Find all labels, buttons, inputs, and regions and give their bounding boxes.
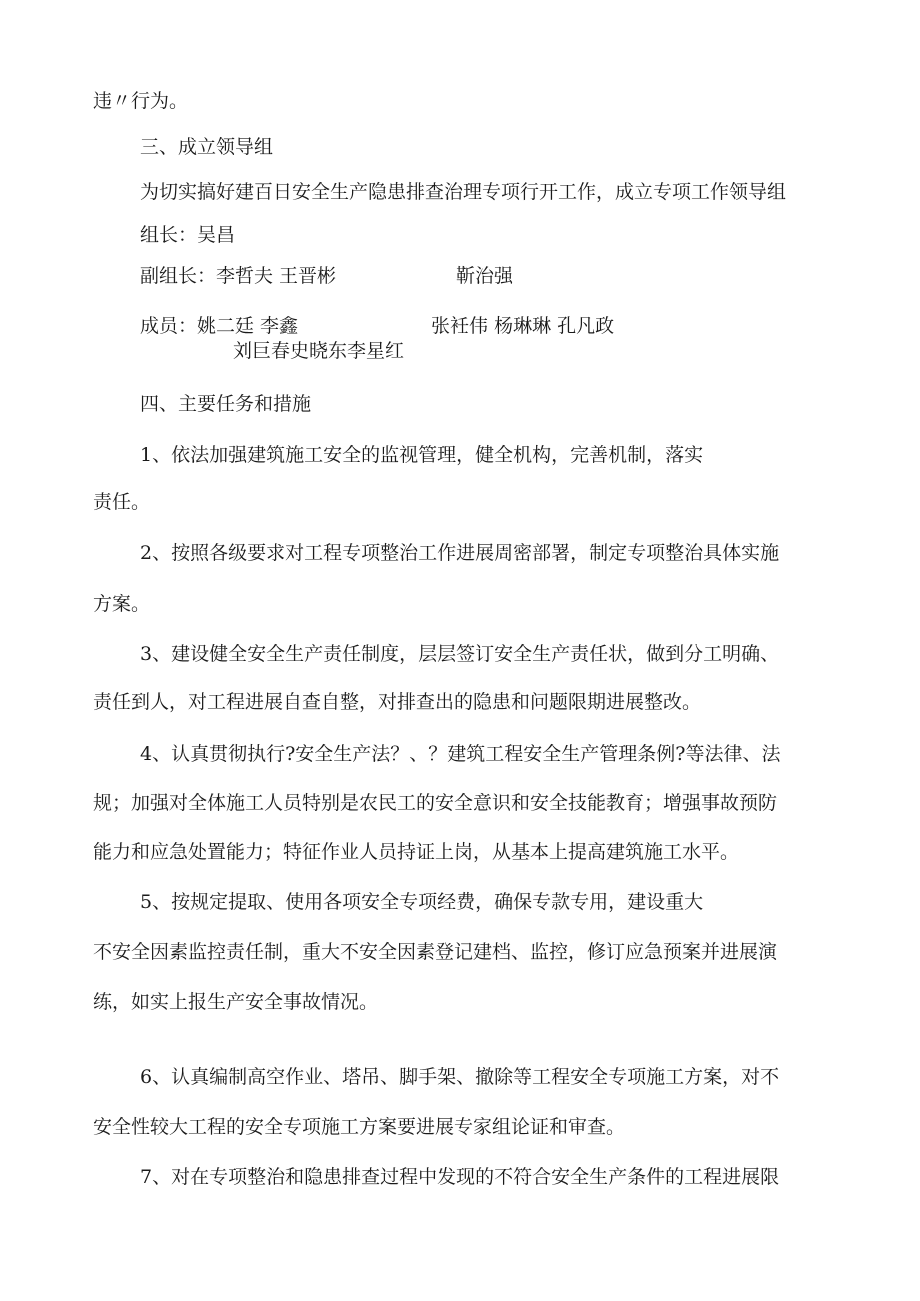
deputy-leader-names: 副组长：李哲夫 王晋彬 <box>140 265 337 287</box>
deputy-leader-line <box>140 264 513 288</box>
text-line: 1、依法加强建筑施工安全的监视管理，健全机构，完善机制，落实 <box>140 444 704 466</box>
section-heading: 四、主要任务和措施 <box>140 393 312 415</box>
text-line: 为切实搞好建百日安全生产隐患排查治理专项行开工作，成立专项工作领导组 <box>140 181 787 203</box>
members-continued: 刘巨春史晓东李星红 <box>233 340 405 362</box>
text-line: 责任。 <box>93 491 151 513</box>
text-line: 规；加强对全体施工人员特别是农民工的安全意识和安全技能教育；增强事故预防 <box>93 792 778 814</box>
text-line: 4、认真贯彻执行?安全生产法？、？建筑工程安全生产管理条例?等法律、法 <box>140 743 781 765</box>
members-extra: 张衽伟 杨琳琳 孔凡政 <box>431 315 615 337</box>
text-line: 能力和应急处置能力；特征作业人员持证上岗，从基本上提高建筑施工水平。 <box>93 841 740 863</box>
deputy-leader-extra: 靳治强 <box>456 265 514 287</box>
members-line <box>140 314 614 338</box>
text-line: 3、建设健全安全生产责任制度，层层签订安全生产责任状，做到分工明确、 <box>140 643 780 665</box>
text-line: 违〃行为。 <box>93 90 189 112</box>
members-names: 成员：姚二廷 李鑫 <box>140 315 299 337</box>
text-line: 6、认真编制高空作业、塔吊、脚手架、撤除等工程安全专项施工方案，对不 <box>140 1066 780 1088</box>
text-line: 安全性较大工程的安全专项施工方案要进展专家组论证和审查。 <box>93 1116 626 1138</box>
text-line: 2、按照各级要求对工程专项整治工作进展周密部署，制定专项整治具体实施 <box>140 542 780 564</box>
section-heading: 三、成立领导组 <box>140 136 274 158</box>
text-line: 练，如实上报生产安全事故情况。 <box>93 991 379 1013</box>
leader-line: 组长：吴昌 <box>140 224 236 246</box>
text-line: 方案。 <box>93 593 151 615</box>
text-line: 责任到人，对工程进展自查自整，对排查出的隐患和问题限期进展整改。 <box>93 691 702 713</box>
text-line: 5、按规定提取、使用各项安全专项经费，确保专款专用，建设重大 <box>140 891 704 913</box>
text-line: 7、对在专项整治和隐患排查过程中发现的不符合安全生产条件的工程进展限 <box>140 1166 780 1188</box>
text-line: 不安全因素监控责任制，重大不安全因素登记建档、监控，修订应急预案并进展演 <box>93 941 778 963</box>
